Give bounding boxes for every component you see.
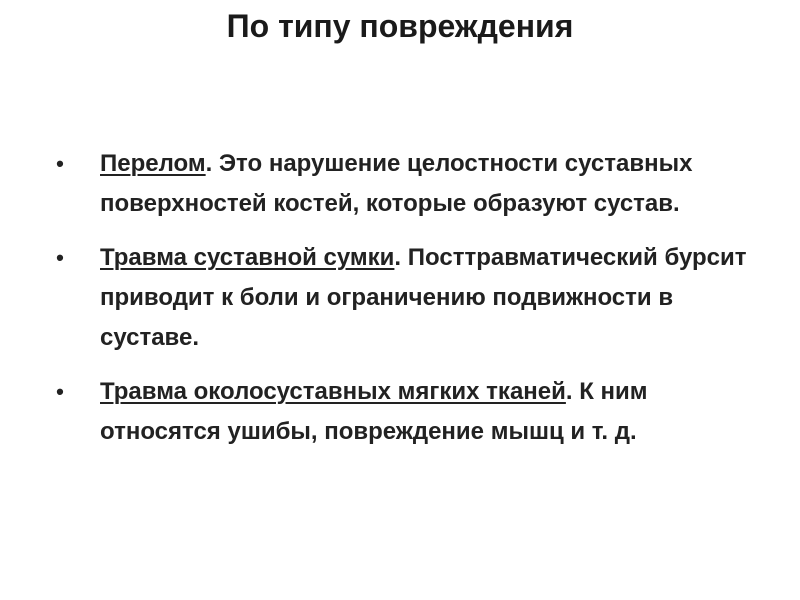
slide-title: По типу повреждения xyxy=(226,8,574,44)
bullet-item-soft-tissue xyxy=(52,372,752,452)
bullet-dot-icon: • xyxy=(56,245,64,270)
bullet-text: . Это нарушение целостности суставных поверхностей костей, которые образуют сустав. xyxy=(100,150,693,217)
bullet-item-fracture xyxy=(52,144,752,224)
bullet-list xyxy=(52,144,752,466)
bullet-text: . Посттравматический бурсит приводит к боли и ограничению подвижности в суставе. xyxy=(100,244,747,351)
bullet-term: Травма околосуставных мягких тканей xyxy=(100,378,566,405)
bullet-term: Перелом xyxy=(100,150,206,177)
bullet-item-joint-capsule xyxy=(52,238,752,358)
bullet-dot-icon: • xyxy=(56,379,64,404)
bullet-text: . К ним относятся ушибы, повреждение мышц и т. д. xyxy=(100,378,648,445)
bullet-term: Травма суставной сумки xyxy=(100,244,395,271)
bullet-dot-icon: • xyxy=(56,151,64,176)
